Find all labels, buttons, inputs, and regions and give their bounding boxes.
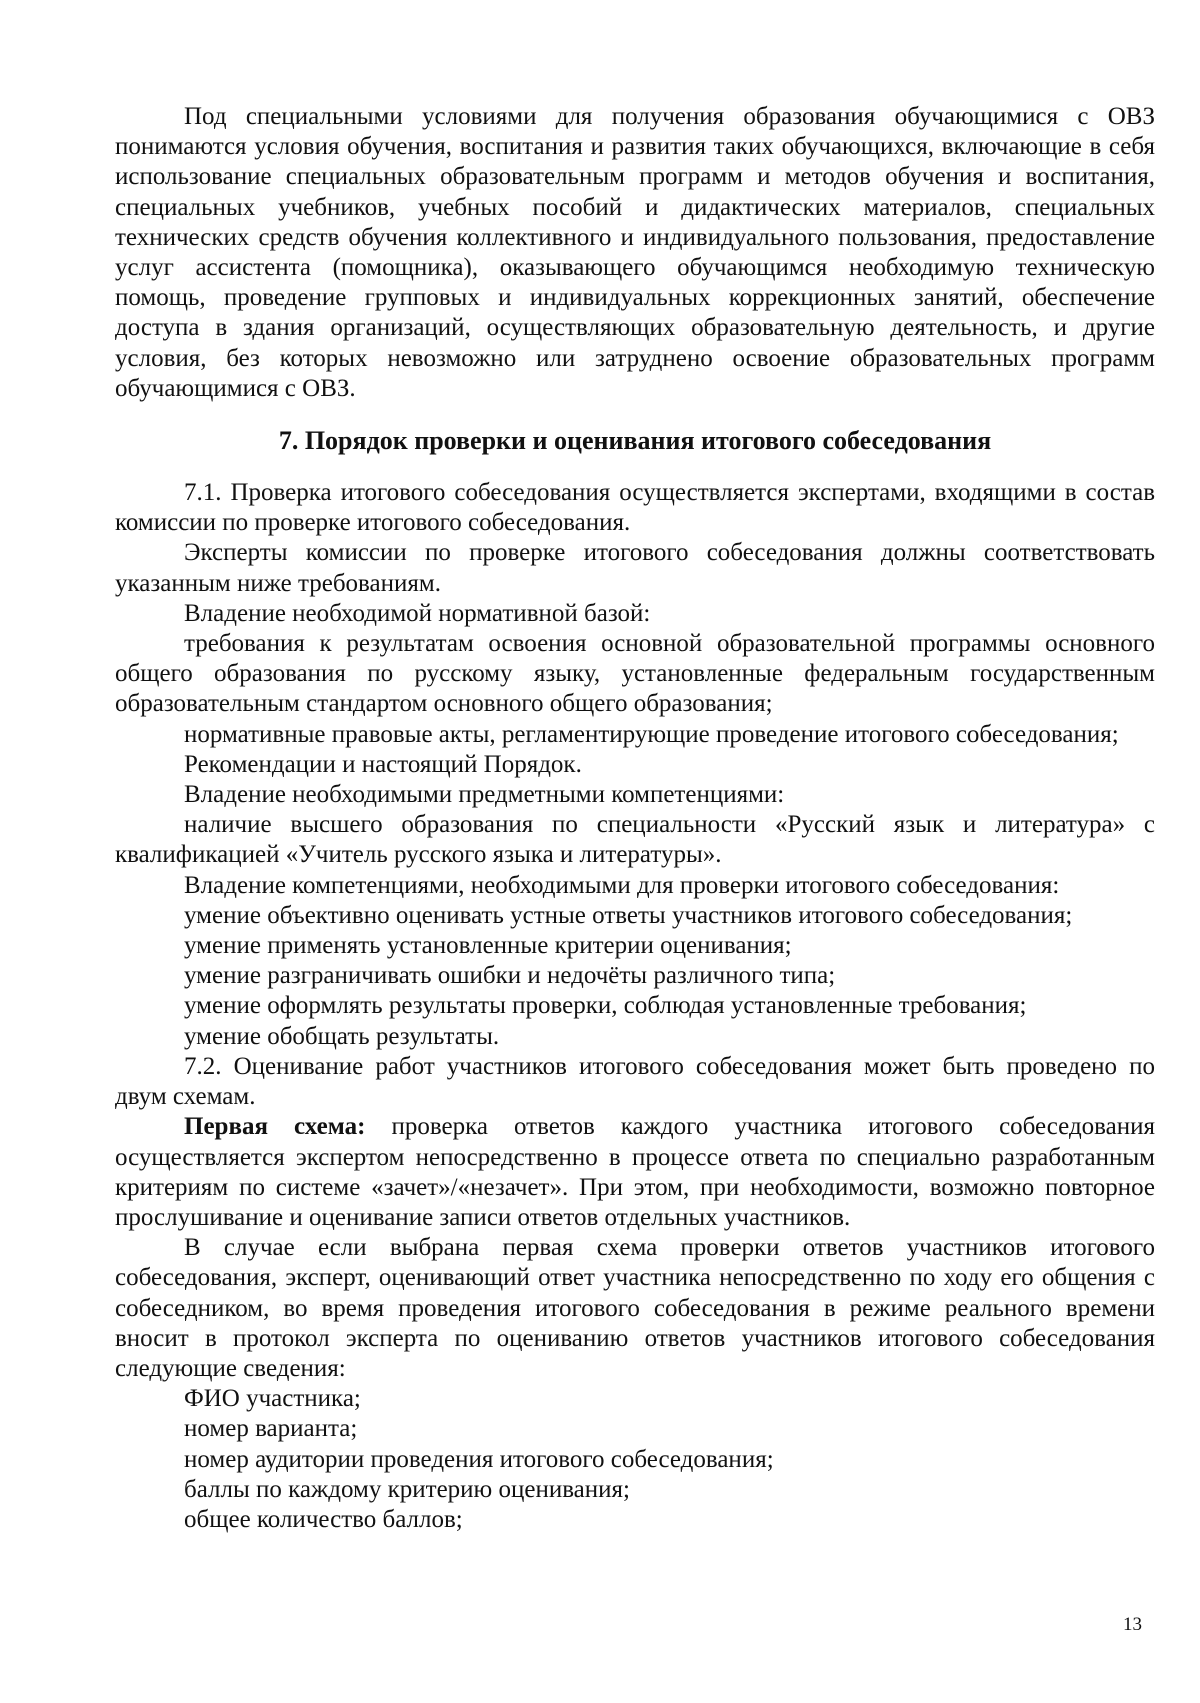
list-item-total-score: общее количество баллов; [184, 1505, 463, 1533]
paragraph-skill-summarize: умение обобщать результаты. [184, 1022, 500, 1050]
paragraph-7-2: 7.2. Оценивание работ участников итогового собеседования может быть проведено по двум схемам. [115, 1052, 1155, 1111]
paragraph-legal-acts: нормативные правовые акты, регламентирующие проведение итогового собеседования; [184, 720, 1119, 748]
document-page [115, 102, 1155, 1535]
paragraph-skill-errors: умение разграничивать ошибки и недочёты различного типа; [184, 962, 836, 990]
paragraph-case-first-scheme: В случае если выбрана первая схема проверки ответов участников итогового собеседования, эксперт, оценивающий ответ участника непосредственно по ходу его общения с собеседником, во время проведения итогового собеседования в режиме реального времени вносит в протокол эксперта по оцениванию ответов участников итогового собеседования следующие сведения: [115, 1234, 1155, 1382]
paragraph-higher-education: наличие высшего образования по специальности «Русский язык и литература» с квалификацией «Учитель русского языка и литературы». [115, 811, 1155, 869]
paragraph-subject-competencies: Владение необходимыми предметными компетенциями: [184, 781, 785, 809]
list-item-criteria-scores: баллы по каждому критерию оценивания; [184, 1475, 630, 1503]
intro-paragraph: Под специальными условиями для получения образования обучающимися с ОВЗ понимаются условия обучения, воспитания и развития таких обучающихся, включающие в себя использование специальных образовательным программ и методов обучения и воспитания, специальных учебников, учебных пособий и дидактических материалов, специальных технических средств обучения коллективного и индивидуального пользования, предоставление услуг ассистента (помощника), оказывающего обучающимся необходимую техническую помощь, проведение групповых и индивидуальных коррекционных занятий, обеспечение доступа в здания организаций, осуществляющих образовательную деятельность, и другие условия, без которых невозможно или затруднено освоение образовательных программ обучающимися с ОВЗ. [115, 103, 1155, 402]
paragraph-skill-assess: умение объективно оценивать устные ответы участников итогового собеседования; [184, 901, 1073, 929]
paragraph-7-1: 7.1. Проверка итогового собеседования осуществляется экспертами, входящими в состав комиссии по проверке итогового собеседования. [115, 479, 1155, 537]
paragraph-first-scheme [115, 1112, 1155, 1233]
list-item-participant-name: ФИО участника; [184, 1385, 361, 1413]
paragraph-standard-requirements: требования к результатам освоения основной образовательной программы основного общего образования по русскому языку, установленные федеральным государственным образовательным стандартом основного общего образования; [115, 630, 1155, 718]
paragraph-checking-competencies: Владение компетенциями, необходимыми для проверки итогового собеседования: [184, 871, 1060, 899]
paragraph-skill-criteria: умение применять установленные критерии оценивания; [184, 932, 792, 960]
paragraph-recommendations: Рекомендации и настоящий Порядок. [184, 750, 582, 778]
page-number: 13 [1123, 1614, 1142, 1635]
section-heading: 7. Порядок проверки и оценивания итогового собеседования [278, 426, 992, 456]
first-scheme-text: проверка ответов каждого участника итогового собеседования осуществляется экспертом непосредственно в процессе ответа по специально разработанным критериям по системе «зачет»/«незачет». При этом, при необходимости, возможно повторное прослушивание и оценивание записи ответов отдельных участников. [115, 1113, 1155, 1231]
paragraph-experts-requirements: Эксперты комиссии по проверке итогового собеседования должны соответствовать указанным ниже требованиям. [115, 539, 1155, 597]
list-item-room-number: номер аудитории проведения итогового собеседования; [184, 1445, 774, 1473]
paragraph-normative-base: Владение необходимой нормативной базой: [184, 599, 651, 627]
list-item-variant-number: номер варианта; [184, 1415, 358, 1443]
paragraph-skill-format: умение оформлять результаты проверки, соблюдая установленные требования; [184, 992, 1027, 1020]
first-scheme-label: Первая схема: [184, 1113, 366, 1141]
